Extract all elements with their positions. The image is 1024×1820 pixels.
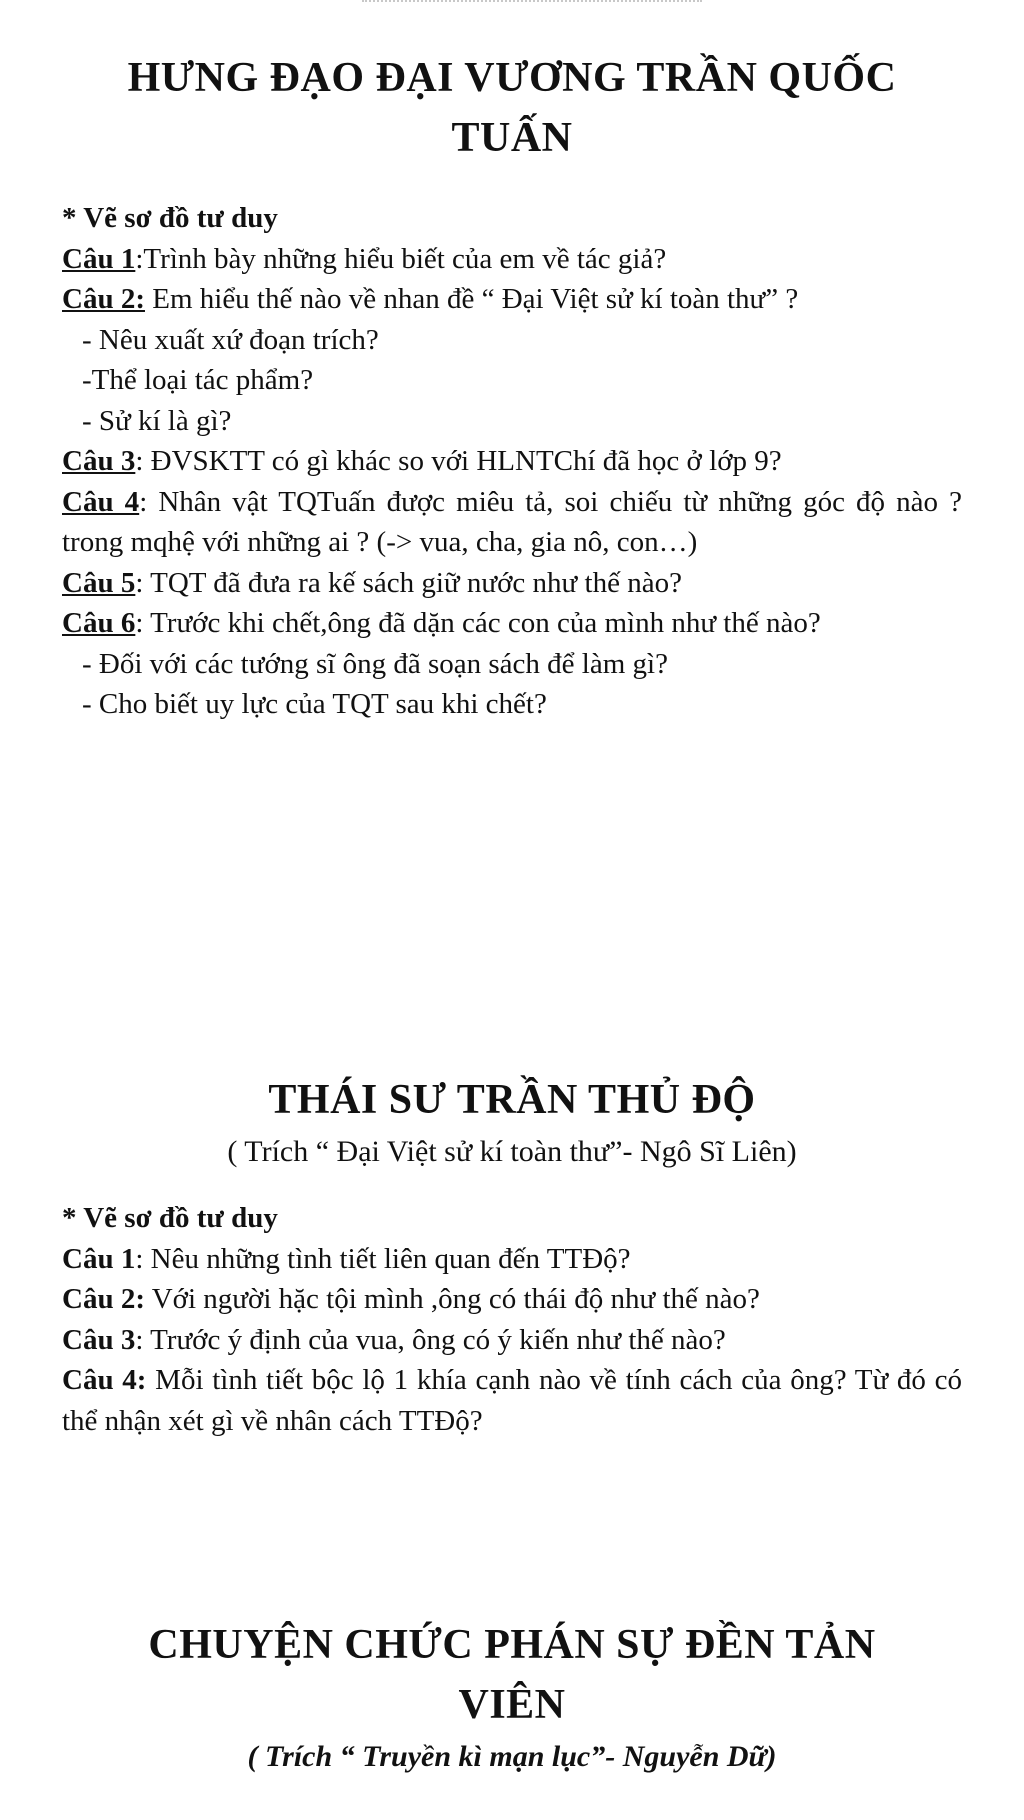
section2-heading	[62, 1070, 962, 1174]
section1-q6-sub1: - Đối với các tướng sĩ ông đã soạn sách để làm gì?	[82, 647, 668, 680]
q1-label: Câu 1	[62, 242, 136, 275]
s2-q3-label: Câu 3	[62, 1323, 136, 1356]
s2-q4-text: Mỗi tình tiết bộc lộ 1 khía cạnh nào về tính cách của ông? Từ đó có thể nhận xét gì về nhân cách TTĐộ?	[62, 1364, 963, 1437]
section1-q5	[62, 563, 962, 604]
section2-mindmap: * Vẽ sơ đồ tư duy	[62, 1202, 278, 1234]
section1-q1	[62, 239, 962, 280]
section3-heading	[62, 1615, 962, 1779]
section1-questions	[62, 198, 962, 725]
section3-title-line1: CHUYỆN CHỨC PHÁN SỰ ĐỀN TẢN	[148, 1622, 876, 1668]
q2-label: Câu 2:	[62, 283, 145, 315]
section1-heading	[62, 48, 962, 168]
section3-title-line2: VIÊN	[458, 1682, 566, 1728]
q3-label: Câu 3	[62, 445, 136, 477]
q4-label: Câu 4	[62, 485, 140, 518]
section2-source: ( Trích “ Đại Việt sử kí toàn thư”- Ngô Sĩ Liên)	[227, 1135, 797, 1168]
section1-q2-sub1: - Nêu xuất xứ đoạn trích?	[82, 323, 379, 356]
q4-text: : Nhân vật TQTuấn được miêu tả, soi chiếu từ những góc độ nào ? trong mqhệ với những ai ? (-> vua, cha, gia nô, con…)	[62, 485, 963, 558]
s2-q1-label: Câu 1	[62, 1242, 136, 1275]
section2-q4	[62, 1360, 962, 1441]
section3-source: ( Trích “ Truyền kì mạn lục”- Nguyễn Dữ)	[247, 1740, 777, 1773]
cropped-top-line	[362, 0, 702, 7]
q6-label: Câu 6	[62, 607, 136, 639]
section1-q3	[62, 441, 962, 482]
section2-q1	[62, 1239, 962, 1280]
section2-q2	[62, 1279, 962, 1320]
section2-questions	[62, 1198, 962, 1441]
q5-text: : TQT đã đưa ra kế sách giữ nước như thế nào?	[135, 566, 682, 599]
section1-q2-sub3: - Sử kí là gì?	[82, 404, 232, 437]
q5-label: Câu 5	[62, 566, 136, 599]
section1-title-line1: HƯNG ĐẠO ĐẠI VƯƠNG TRẦN QUỐC	[127, 55, 897, 101]
s2-q1-text: : Nêu những tình tiết liên quan đến TTĐộ?	[135, 1242, 631, 1275]
s2-q2-text: Với người hặc tội mình ,ông có thái độ như thế nào?	[144, 1283, 760, 1315]
s2-q3-text: : Trước ý định của vua, ông có ý kiến như thế nào?	[135, 1323, 726, 1356]
section1-q2-sub2: -Thể loại tác phẩm?	[82, 364, 314, 396]
s2-q2-label: Câu 2:	[62, 1283, 145, 1315]
q6-text: : Trước khi chết,ông đã dặn các con của mình như thế nào?	[135, 607, 821, 639]
section2-title: THÁI SƯ TRẦN THỦ ĐỘ	[268, 1077, 756, 1123]
section1-q4	[62, 482, 962, 563]
section2-q3	[62, 1320, 962, 1361]
s2-q4-label: Câu 4:	[62, 1364, 147, 1396]
section1-mindmap: * Vẽ sơ đồ tư duy	[62, 202, 278, 234]
section1-q2	[62, 279, 962, 320]
q2-text: Em hiểu thế nào về nhan đề “ Đại Việt sử kí toàn thư” ?	[144, 283, 799, 315]
section1-q6	[62, 603, 962, 644]
section1-title-line2: TUẤN	[451, 115, 573, 161]
q3-text: : ĐVSKTT có gì khác so với HLNTChí đã học ở lớp 9?	[135, 445, 782, 477]
q1-text: :Trình bày những hiểu biết của em về tác giả?	[135, 242, 667, 275]
section1-q6-sub2: - Cho biết uy lực của TQT sau khi chết?	[82, 688, 547, 720]
